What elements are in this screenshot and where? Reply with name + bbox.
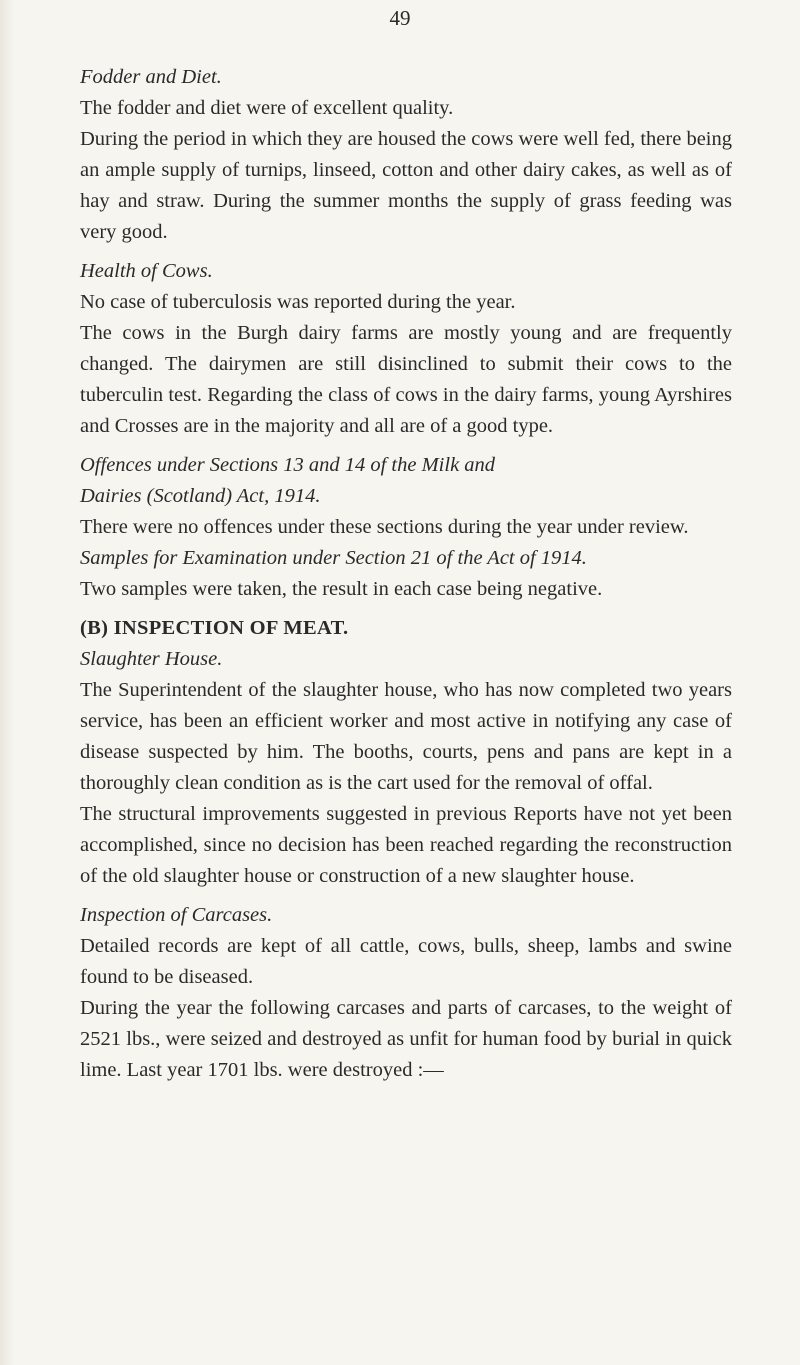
fodder-heading: Fodder and Diet. — [80, 66, 222, 88]
page-body — [80, 62, 732, 1086]
health-paragraph-2: The cows in the Burgh dairy farms are mostly young and are frequently changed. The dairymen are still disinclined to submit their cows to the tuberculin test. Regarding the class of cows in the dairy farms, young Ayrshires and Crosses are in the majority and all are of a good type. — [80, 322, 732, 437]
slaughter-paragraph-2: The structural improvements suggested in previous Reports have not yet been accomplished, since no decision has been reached regarding the reconstruction of the old slaughter house or construction of a new slaughter house. — [80, 803, 732, 887]
page-number: 49 — [389, 6, 411, 30]
slaughter-paragraph-1: The Superintendent of the slaughter house, who has now completed two years service, has been an efficient worker and most active in notifying any case of disease suspected by him. The booths, courts, pens and pans are kept in a thoroughly clean condition as is the cart used for the removal of offal. — [80, 679, 732, 794]
page-edge-shadow — [0, 0, 14, 1365]
carcases-heading: Inspection of Carcases. — [80, 904, 273, 926]
carcases-paragraph-2: During the year the following carcases and parts of carcases, to the weight of 2521 lbs., were seized and destroyed as unfit for human food by burial in quick lime. Last year 1701 lbs. were destroyed :— — [80, 997, 732, 1081]
carcases-paragraph-1: Detailed records are kept of all cattle, cows, bulls, sheep, lambs and swine found to be diseased. — [80, 935, 732, 988]
offences-heading-line-2: Dairies (Scotland) Act, 1914. — [80, 485, 321, 507]
health-paragraph-1: No case of tuberculosis was reported during the year. — [80, 291, 516, 313]
fodder-paragraph-2: During the period in which they are housed the cows were well fed, there being an ample supply of turnips, linseed, cotton and other dairy cakes, as well as of hay and straw. During the summer months the supply of grass feeding was very good. — [80, 128, 732, 243]
slaughter-house-heading: Slaughter House. — [80, 648, 223, 670]
offences-heading-line-1: Offences under Sections 13 and 14 of the Milk and — [80, 454, 496, 476]
offences-paragraph: There were no offences under these sections during the year under review. — [80, 516, 689, 538]
samples-paragraph: Two samples were taken, the result in each case being negative. — [80, 578, 603, 600]
fodder-paragraph-1: The fodder and diet were of excellent quality. — [80, 97, 454, 119]
health-heading: Health of Cows. — [80, 260, 213, 282]
samples-heading: Samples for Examination under Section 21 of the Act of 1914. — [80, 547, 587, 569]
meat-inspection-heading: (B) INSPECTION OF MEAT. — [80, 617, 349, 639]
